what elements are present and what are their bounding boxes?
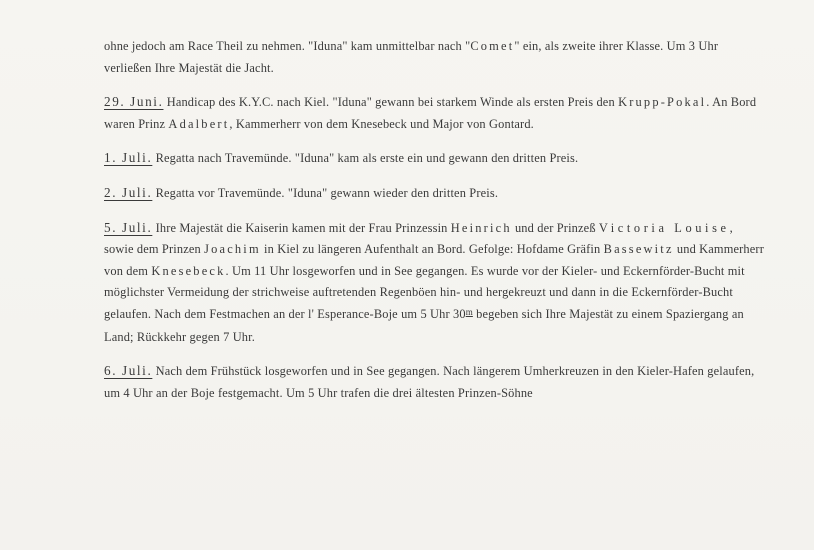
text-span: in Kiel zu längeren Aufenthalt an Bord. Gefolge: Hofdame Gräfin	[260, 242, 604, 257]
paragraph-4	[104, 182, 764, 205]
spaced-name: Joachim	[204, 242, 261, 257]
text-span: und der Prinzeß	[511, 220, 599, 235]
text-span: Regatta nach Travemünde. "Iduna" kam als erste ein und gewann den dritten Preis.	[152, 151, 579, 166]
paragraph-1	[104, 36, 764, 79]
text-span: Handicap des K.Y.C. nach Kiel. "Iduna" gewann bei starkem Winde als ersten Preis den	[163, 95, 619, 110]
spaced-name: Victoria Louise	[598, 220, 730, 235]
spaced-name: Heinrich	[450, 220, 512, 235]
document-body	[104, 36, 764, 404]
superscript-minutes: m	[465, 306, 473, 317]
spaced-name: Knesebeck	[151, 263, 226, 278]
spaced-name: Krupp-Pokal	[618, 95, 707, 110]
paragraph-5	[104, 217, 764, 349]
text-span: " ein, als zweite ihrer Klasse. Um 3 Uhr verließen Ihre Majestät die Jacht.	[104, 39, 719, 75]
paragraph-2	[104, 91, 764, 135]
spaced-name: Adalbert	[168, 116, 230, 131]
spaced-name: Comet	[470, 39, 515, 53]
text-span: Ihre Majestät die Kaiserin kamen mit der Frau Prinzessin	[152, 220, 451, 235]
paragraph-3	[104, 147, 764, 170]
text-span: . Um 11 Uhr losgeworfen und in See gegangen. Es wurde vor der Kieler- und Eckernförder-Bucht mit möglichster Vermeidung der strichweise auftretenden Regenböen hin- und hergekreuzt und dann in die Eckernförder-Bucht gelaufen. Nach dem Festmachen an der l' Esperance-Boje um 5 Uhr 30	[104, 263, 745, 321]
spaced-name: Bassewitz	[603, 242, 674, 257]
text-span: . An Bord waren Prinz	[104, 95, 757, 131]
date-heading: 1. Juli.	[104, 150, 153, 166]
date-heading: 5. Juli.	[104, 219, 153, 235]
text-span: und Kammerherr von dem	[104, 242, 764, 278]
date-heading: 29. Juni.	[104, 94, 164, 110]
text-span: Nach dem Frühstück losgeworfen und in See gegangen. Nach längerem Umherkreuzen in den Kieler-Hafen gelaufen, um 4 Uhr an der Boje festgemacht. Um 5 Uhr trafen die drei ältesten Prinzen-Söhne	[104, 364, 755, 400]
date-heading: 6. Juli.	[104, 363, 153, 379]
text-span: ohne jedoch am Race Theil zu nehmen. "Iduna" kam unmittelbar nach "	[104, 39, 471, 53]
text-span: , Kammerherr von dem Knesebeck und Major von Gontard.	[229, 116, 534, 131]
paragraph-6	[104, 360, 764, 404]
date-heading: 2. Juli.	[104, 184, 153, 200]
text-span: begeben sich Ihre Majestät zu einem Spaziergang an Land; Rückkehr gegen 7 Uhr.	[104, 306, 744, 344]
text-span: , sowie dem Prinzen	[104, 220, 733, 257]
text-span: Regatta vor Travemünde. "Iduna" gewann wieder den dritten Preis.	[152, 185, 499, 200]
